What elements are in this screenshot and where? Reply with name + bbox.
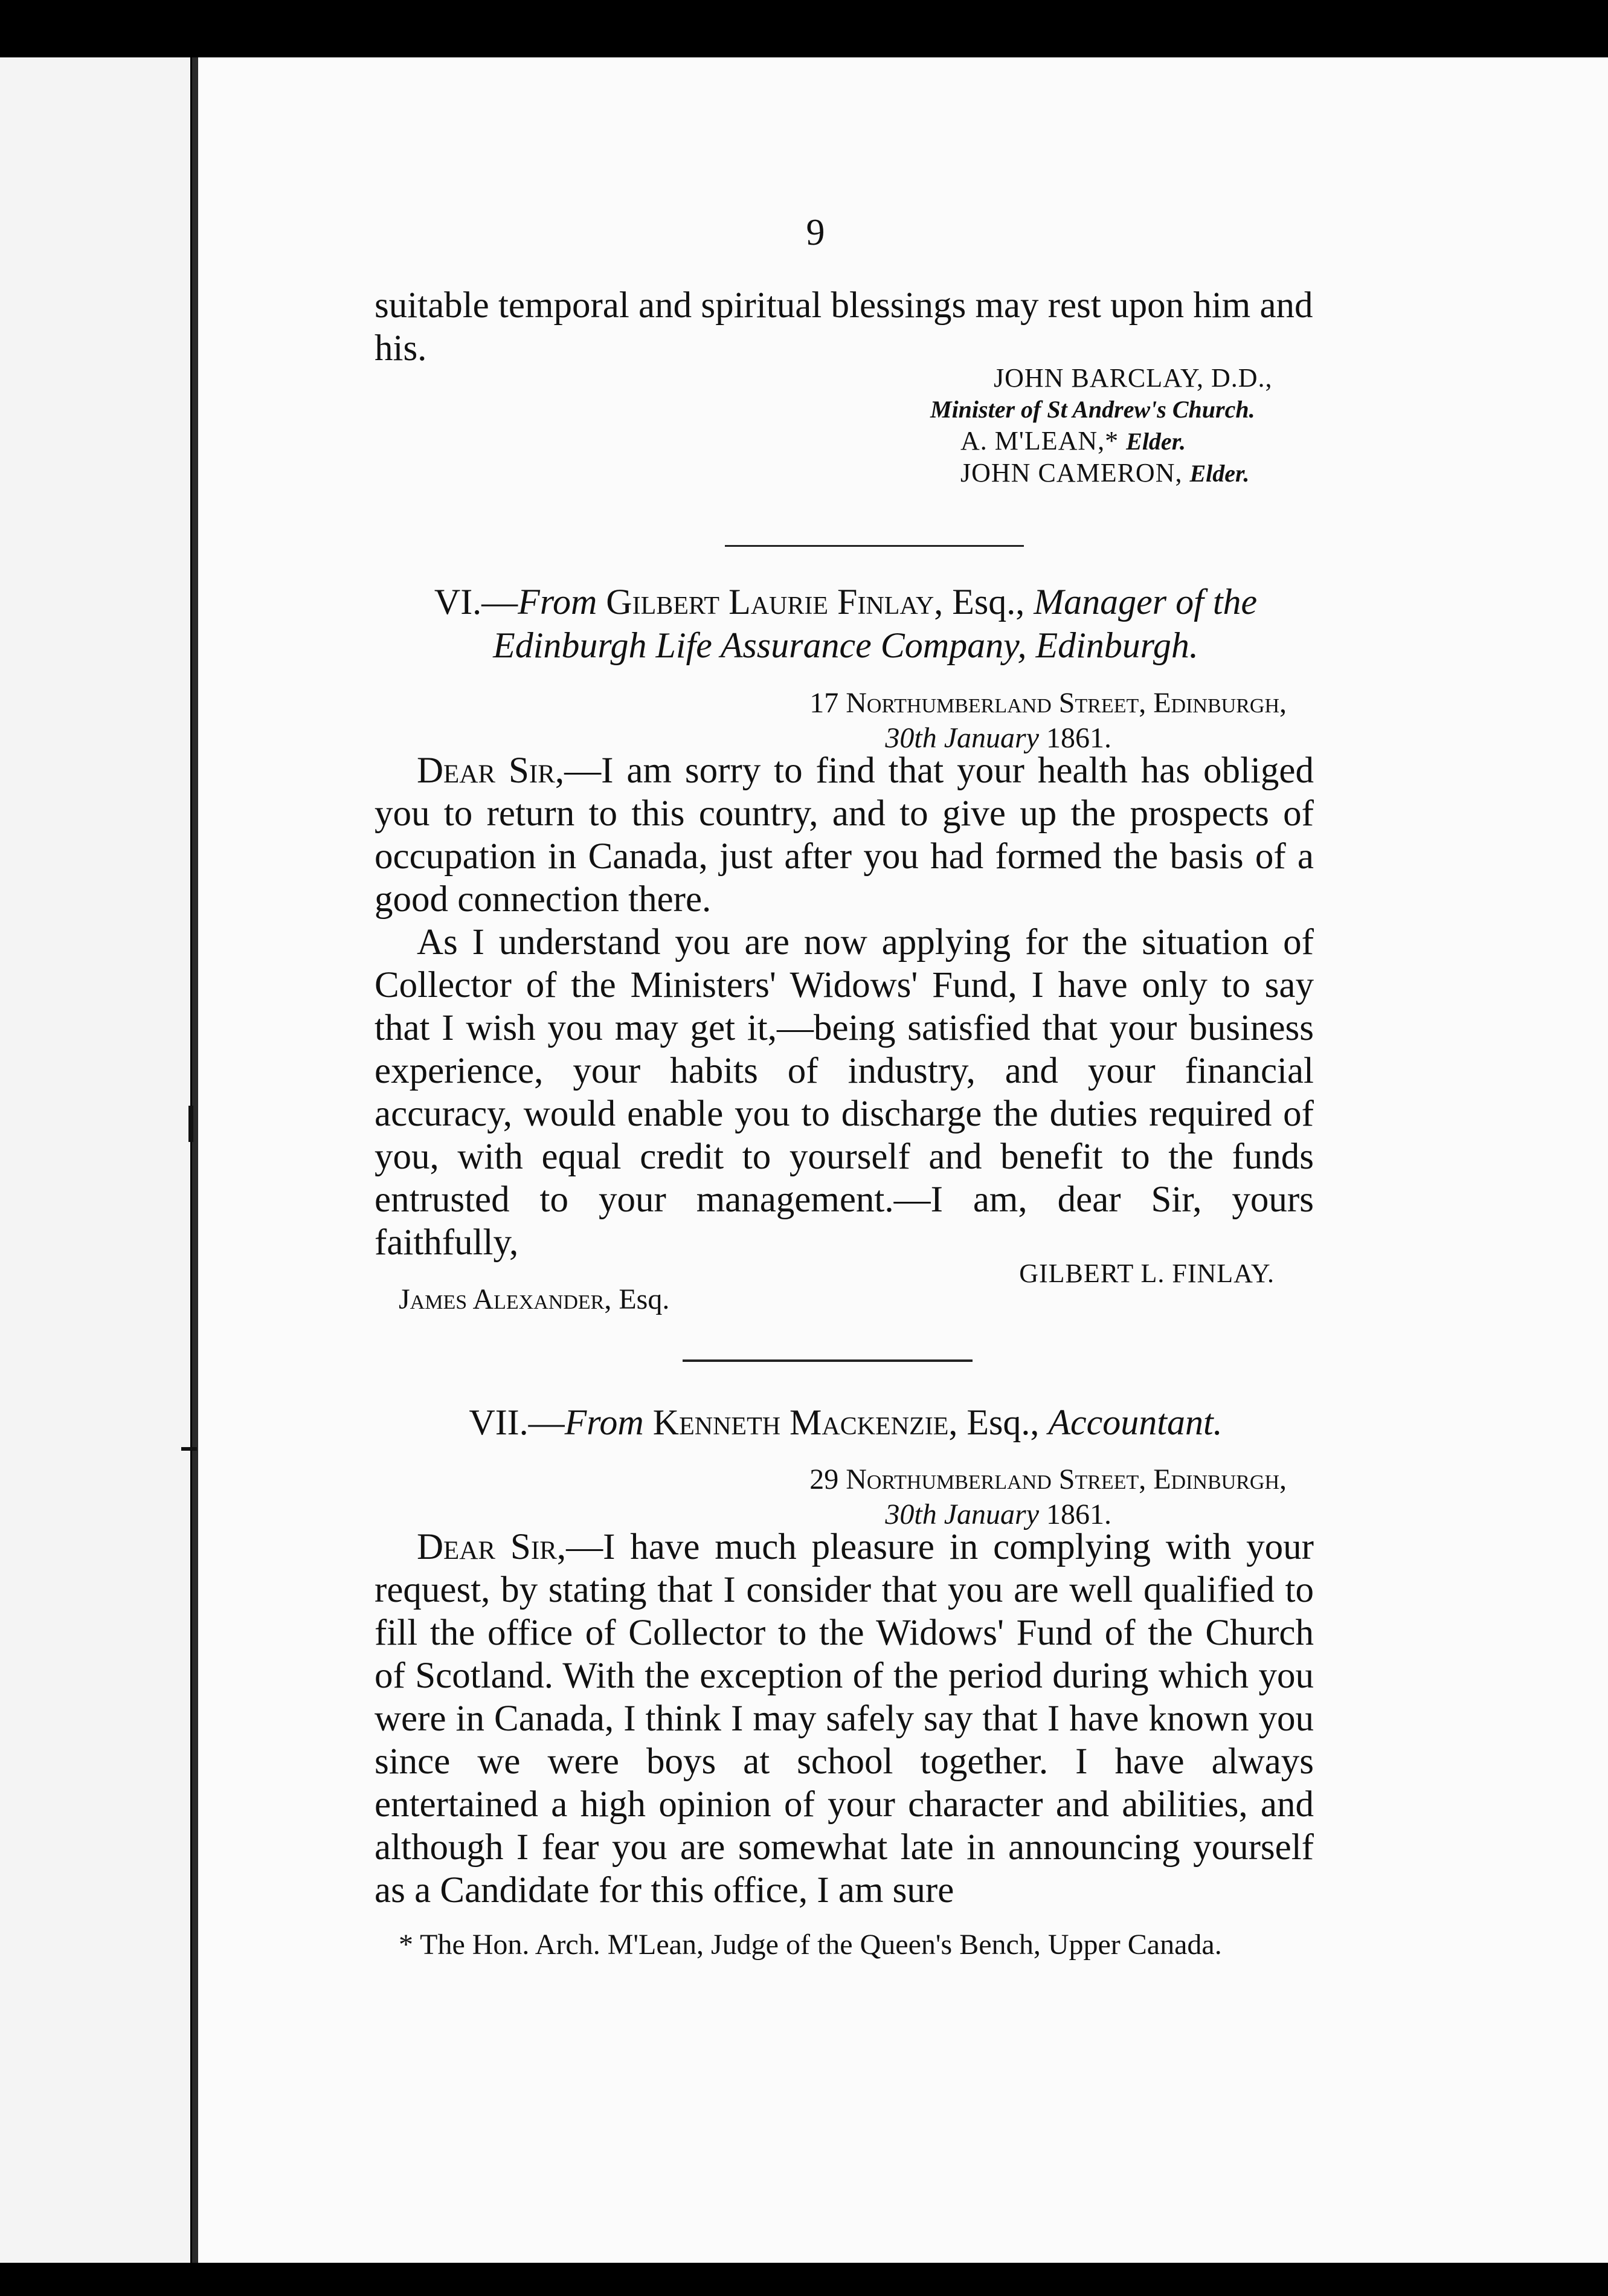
letter-body-7 [375,1526,1314,1912]
binding-mark [181,1447,197,1451]
letter-address-7: 29 Northumberland Street, Edinburgh, 30th January 1861. [375,1462,1287,1532]
letter-paragraph: As I understand you are now applying for the situation of Collector of the Ministers' Widows' Fund, I have only to say that I wish you may get it,—being satisfied that your business experience, your habits of industry, and your financial accuracy, would enable you to discharge the duties required of you, with equal credit to yourself and benefit to the funds entrusted to your management.—I am, dear Sir, yours faithfully, [375,922,1314,1263]
section-divider [683,1359,973,1362]
signature-line: JOHN CAMERON, Elder. [960,458,1250,488]
addressee: James Alexander, Esq. [399,1283,670,1315]
binding-mark [188,1106,193,1142]
page-number: 9 [806,212,825,253]
facing-page [0,57,190,2263]
letter-date: 30th January 1861. [885,722,1111,754]
continuation-paragraph: suitable temporal and spiritual blessings may rest upon him and his. [375,285,1313,369]
letter-heading-6: VI.—From Gilbert Laurie Finlay, Esq., Manager of the Edinburgh Life Assurance Company, Edinburgh. [434,582,1258,665]
letter-address-6: 17 Northumberland Street, Edinburgh, 30th January 1861. [375,686,1287,756]
letter-paragraph: Dear Sir,—I have much pleasure in complying with your request, by stating that I consider that you are well qualified to fill the office of Collector to the Widows' Fund of the Church of Scotland. With the exception of the period during which you were in Canada, I think I may safely say that I have known you since we were boys at school together. I have always entertained a high opinion of your character and abilities, and although I fear you are somewhat late in announcing yourself as a Candidate for this office, I am sure [375,1527,1314,1911]
signature-line: A. M'LEAN,* Elder. [960,426,1186,456]
letter-paragraph: Dear Sir,—I am sorry to find that your health has obliged you to return to this country, and to give up the prospects of occupation in Canada, just after you had formed the basis of a good connection there. [375,750,1314,920]
footnote: * The Hon. Arch. M'Lean, Judge of the Queen's Bench, Upper Canada. [399,1929,1222,1961]
continuation-block [375,284,1314,370]
letter-heading-7: VII.—From Kenneth Mackenzie, Esq., Accountant. [469,1402,1223,1442]
signature-finlay: GILBERT L. FINLAY. [1019,1259,1275,1288]
page-gutter [192,57,198,2263]
signature-role: Minister of St Andrew's Church. [930,396,1255,423]
section-divider [725,545,1024,547]
signature-line: JOHN BARCLAY, D.D., [994,363,1273,393]
letter-date: 30th January 1861. [885,1498,1111,1530]
letter-body-6 [375,749,1314,1264]
signature-block-1 [375,363,1314,489]
